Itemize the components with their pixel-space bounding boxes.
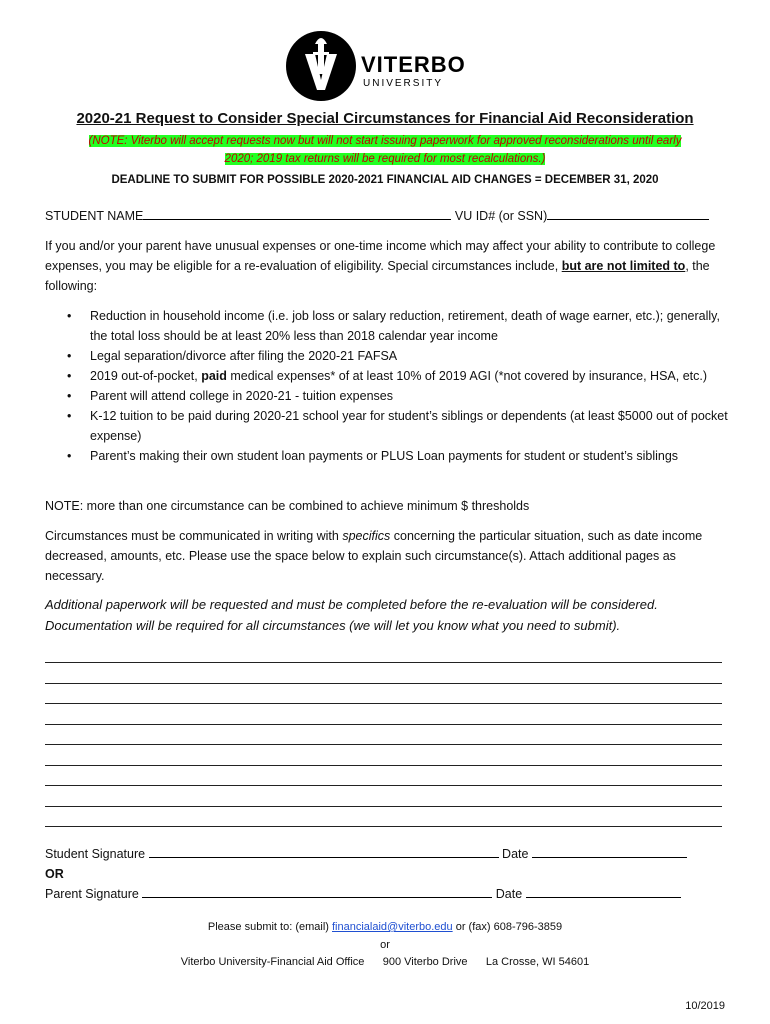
student-signature-label: Student Signature	[45, 847, 146, 861]
mailing-address	[0, 954, 770, 970]
intro-text-1: If you and/or your parent have unusual expenses or one-time income which may affect your ability to contribute to college expenses, you may be eligible for a re-evaluation of eligibility. Special circumstances include,	[45, 239, 716, 273]
city-state-zip: La Crosse, WI 54601	[485, 956, 590, 968]
logo-wordmark: VITERBO	[361, 52, 466, 77]
intro-text-2: , the following:	[45, 259, 710, 293]
explanation-line[interactable]	[45, 724, 722, 725]
fax-text: or (fax) 608-796-3859	[452, 921, 563, 933]
explanation-line[interactable]	[45, 683, 722, 684]
circumstance-list	[45, 306, 735, 466]
explanation-line[interactable]	[45, 744, 722, 745]
student-date-label: Date	[502, 847, 529, 861]
deadline-notice: DEADLINE TO SUBMIT FOR POSSIBLE 2020-2021 FINANCIAL AID CHANGES = DECEMBER 31, 2020	[111, 174, 659, 186]
list-item-bold: paid	[201, 369, 227, 383]
intro-emphasis: but are not limited to	[561, 259, 686, 273]
list-item: • Legal separation/divorce after filing the 2020-21 FAFSA	[67, 349, 398, 363]
threshold-note: NOTE: more than one circumstance can be combined to achieve minimum $ thresholds	[45, 499, 530, 513]
circumstances-text-2: concerning the particular situation, such as date income decreased, amounts, etc. Please use the space below to explain such circumstance(s). Attach additional pages as necessary.	[45, 529, 703, 583]
office-name: Viterbo University-Financial Aid Office	[180, 956, 365, 968]
circumstances-paragraph	[45, 526, 735, 586]
list-item-text: 2019 out-of-pocket,	[90, 369, 202, 383]
or-separator: OR	[45, 867, 64, 881]
submit-instructions	[0, 919, 770, 935]
list-item-text: K-12 tuition to be paid during 2020-21 school year for student’s siblings or dependents (at least $5000 out of pocket expense)	[90, 409, 728, 443]
note-line-1: (NOTE: Viterbo will accept requests now but will not start issuing paperwork for approved reconsiderations until early	[88, 135, 682, 147]
student-info-row	[45, 206, 709, 225]
note-line-2: 2020; 2019 tax returns will be required for most recalculations.)	[224, 153, 546, 165]
email-link[interactable]: financialaid@viterbo.edu	[332, 921, 453, 933]
vu-id-field[interactable]	[547, 206, 709, 220]
vu-id-label: VU ID# (or SSN)	[454, 209, 548, 223]
student-signature-row	[45, 845, 687, 863]
student-name-label: STUDENT NAME	[45, 209, 144, 223]
list-item: • K-12 tuition to be paid during 2020-21 school year for student’s siblings or dependents (at least $5000 out of pocket expense)	[67, 409, 728, 443]
footer-or: or	[380, 939, 390, 951]
form-title: 2020-21 Request to Consider Special Circumstances for Financial Aid Reconsideration	[76, 110, 694, 127]
list-item: • 2019 out-of-pocket, paid medical expenses* of at least 10% of 2019 AGI (*not covered by insurance, HSA, etc.)	[67, 369, 708, 383]
revision-date: 10/2019	[685, 1000, 725, 1012]
student-name-field[interactable]	[143, 206, 451, 220]
parent-signature-row	[45, 885, 681, 903]
logo-subtitle: UNIVERSITY	[363, 78, 444, 89]
list-item: • Parent will attend college in 2020-21 - tuition expenses	[67, 389, 393, 403]
list-item: • Parent’s making their own student loan payments or PLUS Loan payments for student or student’s siblings	[67, 449, 679, 463]
street-address: 900 Viterbo Drive	[382, 956, 468, 968]
circumstances-emphasis: specifics	[342, 529, 391, 543]
parent-signature-label: Parent Signature	[45, 887, 139, 901]
circumstances-text-1: Circumstances must be communicated in writing with	[45, 529, 343, 543]
intro-paragraph	[45, 236, 735, 296]
highlighted-note	[55, 132, 715, 168]
parent-signature-field[interactable]	[142, 885, 492, 898]
parent-date-label: Date	[495, 887, 523, 901]
viterbo-crest-icon	[285, 30, 357, 102]
viterbo-logo	[285, 30, 485, 106]
student-date-field[interactable]	[532, 845, 687, 858]
explanation-line[interactable]	[45, 703, 722, 704]
student-signature-field[interactable]	[149, 845, 499, 858]
explanation-line[interactable]	[45, 826, 722, 827]
list-item-text: medical expenses* of at least 10% of 2019 AGI (*not covered by insurance, HSA, etc.)	[226, 369, 708, 383]
explanation-line[interactable]	[45, 765, 722, 766]
explanation-line[interactable]	[45, 785, 722, 786]
list-item-text: Parent will attend college in 2020-21 - tuition expenses	[90, 389, 393, 403]
explanation-line[interactable]	[45, 662, 722, 663]
submit-text: Please submit to: (email)	[207, 921, 332, 933]
list-item-text: Reduction in household income (i.e. job loss or salary reduction, retirement, death of wage earner, etc.); generally, the total loss should be at least 20% less than 2018 calendar year income	[90, 309, 720, 343]
additional-paperwork-note: Additional paperwork will be requested and must be completed before the re-evaluation will be considered. Documentation will be required for all circumstances (we will let you know what you need to submit).	[45, 597, 658, 633]
parent-date-field[interactable]	[526, 885, 681, 898]
list-item-text: Legal separation/divorce after filing the 2020-21 FAFSA	[90, 349, 398, 363]
list-item-text: Parent’s making their own student loan payments or PLUS Loan payments for student or student’s siblings	[90, 449, 679, 463]
explanation-line[interactable]	[45, 806, 722, 807]
list-item: • Reduction in household income (i.e. job loss or salary reduction, retirement, death of wage earner, etc.); generally, the total loss should be at least 20% less than 2018 calendar year income	[67, 309, 720, 343]
